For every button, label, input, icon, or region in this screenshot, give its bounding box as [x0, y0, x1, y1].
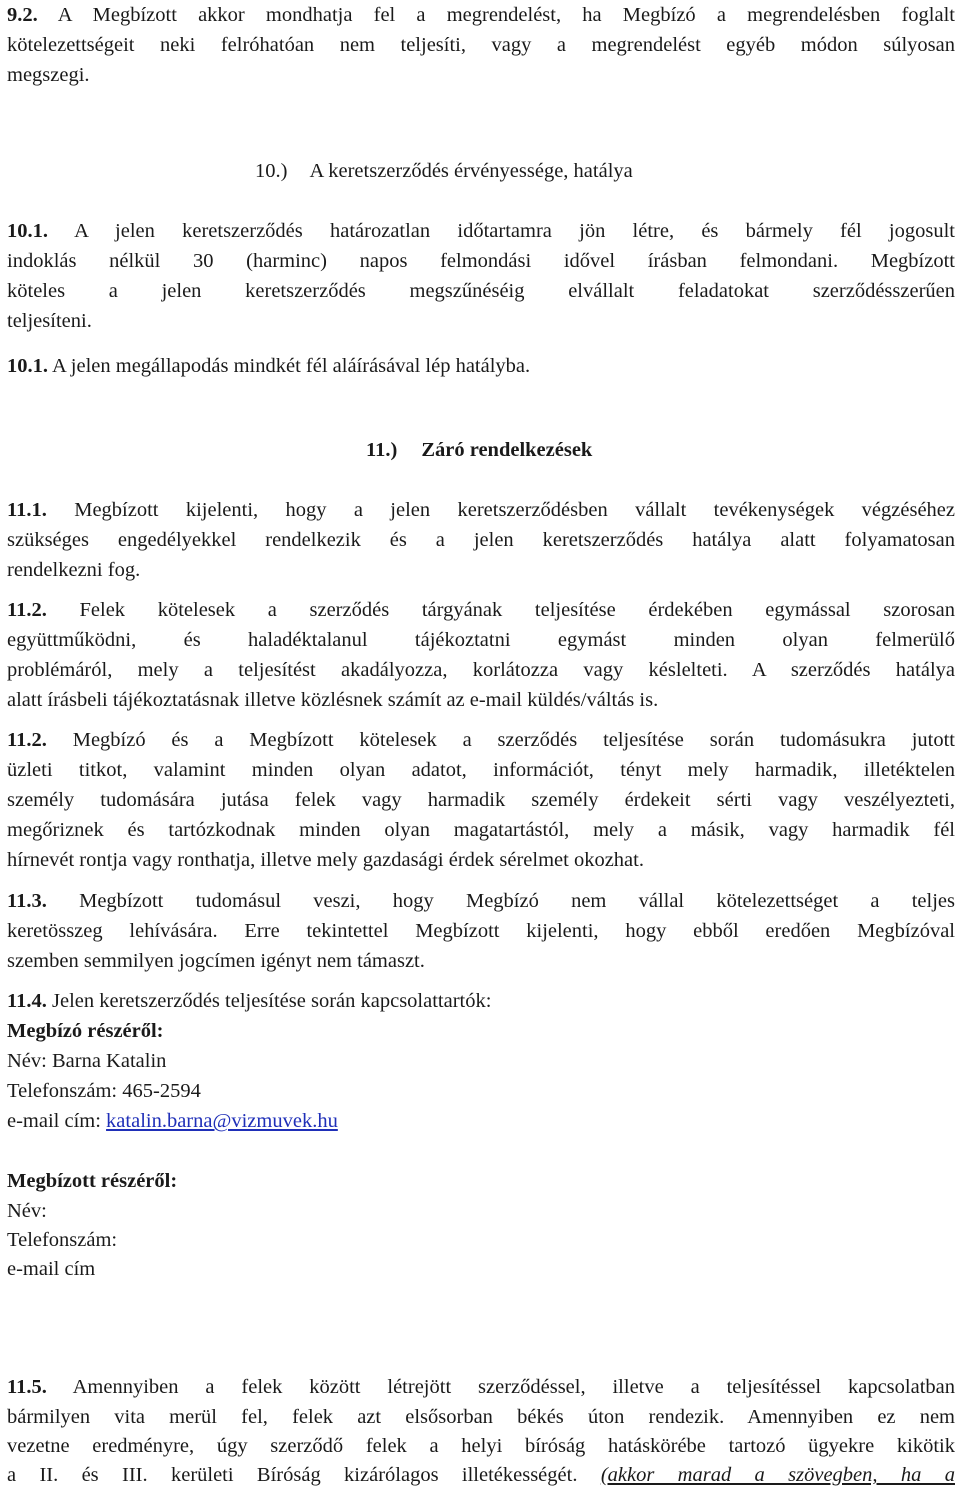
client-contact-email-row: e-mail cím: katalin.barna@vizmuvek.hu: [7, 1110, 338, 1132]
italic-note: (akkor marad a szövegben, ha a: [600, 1464, 955, 1486]
paragraph-10-1-line-4: teljesíteni.: [7, 310, 92, 332]
paragraph-11-1-line-3: rendelkezni fog.: [7, 559, 141, 581]
paragraph-11-2b-line-2: üzleti titkot, valamint minden olyan adatot, információt, tényt mely harmadik, illetéktelen: [7, 759, 955, 781]
paragraph-9-2-line-2: kötelezettségeit neki felróhatóan nem teljesíti, vagy a megrendelést egyéb módon súlyosan: [7, 34, 955, 56]
paragraph-11-1-line-2: szükséges engedélyekkel rendelkezik és a jelen keretszerződés hatálya alatt folyamatosan: [7, 529, 955, 551]
client-contact-name: Név: Barna Katalin: [7, 1050, 167, 1072]
paragraph-10-1-line-3: köteles a jelen keretszerződés megszűnéséig elvállalt feladatokat szerződésszerűen: [7, 280, 955, 302]
paragraph-11-5-line-3: vezetne eredményre, úgy szerződő felek a helyi bíróság hatáskörébe tartozó ügyekre kikötik: [7, 1435, 955, 1457]
paragraph-9-2-line-1: 9.2. A Megbízott akkor mondhatja fel a megrendelést, ha Megbízó a megrendelésben foglalt: [7, 4, 955, 26]
section-number: 11.5.: [7, 1376, 47, 1398]
section-number: 11.1.: [7, 499, 47, 521]
section-10-heading: 10.) A keretszerződés érvényessége, hatálya: [255, 160, 633, 182]
paragraph-11-4: 11.4. Jelen keretszerződés teljesítése során kapcsolattartók:: [7, 990, 492, 1012]
paragraph-11-3-line-3: szemben semmilyen jogcímen igényt nem támaszt.: [7, 950, 425, 972]
paragraph-10-1b: 10.1. A jelen megállapodás mindkét fél aláírásával lép hatályba.: [7, 355, 531, 377]
paragraph-10-1-line-2: indoklás nélkül 30 (harminc) napos felmondási idővel írásban felmondani. Megbízott: [7, 250, 955, 272]
section-11-heading: 11.) Záró rendelkezések: [366, 439, 593, 461]
client-contact-phone: Telefonszám: 465-2594: [7, 1080, 201, 1102]
agent-contact-name: Név:: [7, 1200, 47, 1222]
paragraph-11-2b-line-3: személy tudomására jutása felek vagy harmadik személy érdekeit sérti vagy veszélyezteti,: [7, 789, 955, 811]
agent-contact-heading: Megbízott részéről:: [7, 1170, 178, 1192]
section-number: 10.1.: [7, 355, 48, 377]
section-10-title: A keretszerződés érvényessége, hatálya: [309, 160, 633, 182]
section-number: 10.1.: [7, 220, 48, 242]
agent-contact-phone: Telefonszám:: [7, 1229, 118, 1251]
paragraph-11-2-line-4: alatt írásbeli tájékoztatásnak illetve közlésnek számít az e-mail küldés/váltás is.: [7, 689, 659, 711]
paragraph-9-2-line-3: megszegi.: [7, 64, 90, 86]
section-number: 11.2.: [7, 729, 47, 751]
paragraph-11-3-line-1: 11.3. Megbízott tudomásul veszi, hogy Megbízó nem vállal kötelezettséget a teljes: [7, 890, 955, 912]
paragraph-11-5-line-1: 11.5. Amennyiben a felek között létrejött szerződéssel, illetve a teljesítéssel kapcsolatban: [7, 1376, 955, 1398]
paragraph-11-2-line-1: 11.2. Felek kötelesek a szerződés tárgyának teljesítése érdekében egymással szorosan: [7, 599, 955, 621]
section-number: 11.4.: [7, 990, 47, 1012]
paragraph-11-2-line-2: együttműködni, és haladéktalanul tájékoztatni egymást minden olyan felmerülő: [7, 629, 955, 651]
client-contact-heading: Megbízó részéről:: [7, 1020, 164, 1042]
section-11-title: Záró rendelkezések: [421, 439, 593, 461]
client-email-link[interactable]: katalin.barna@vizmuvek.hu: [106, 1110, 338, 1132]
section-number: 11.2.: [7, 599, 47, 621]
paragraph-11-2-line-3: problémáról, mely a teljesítést akadályozza, korlátozza vagy késlelteti. A szerződés hatálya: [7, 659, 955, 681]
agent-contact-email: e-mail cím: [7, 1258, 96, 1280]
paragraph-11-2b-line-1: 11.2. Megbízó és a Megbízott kötelesek a szerződés teljesítése során tudomásukra jutott: [7, 729, 955, 751]
paragraph-11-1-line-1: 11.1. Megbízott kijelenti, hogy a jelen keretszerződésben vállalt tevékenységek végzéséhez: [7, 499, 955, 521]
paragraph-11-3-line-2: keretösszeg lehívására. Erre tekintettel Megbízott kijelenti, hogy ebből eredően Megbízóval: [7, 920, 955, 942]
paragraph-11-5-line-2: bármilyen vita merül fel, felek azt elsősorban békés úton rendezik. Amennyiben ez nem: [7, 1406, 955, 1428]
paragraph-10-1-line-1: 10.1. A jelen keretszerződés határozatlan időtartamra jön létre, és bármely fél jogosult: [7, 220, 955, 242]
section-number: 11.3.: [7, 890, 47, 912]
paragraph-11-2b-line-4: megőriznek és tartózkodnak minden olyan magatartástól, mely a másik, vagy harmadik fél: [7, 819, 955, 841]
section-number: 9.2.: [7, 4, 38, 26]
paragraph-11-2b-line-5: hírnevét rontja vagy ronthatja, illetve mely gazdasági érdek sérelmet okozhat.: [7, 849, 644, 871]
paragraph-11-5-line-4: a II. és III. kerületi Bíróság kizárólagos illetékességét. (akkor marad a szövegben, ha a: [7, 1464, 955, 1486]
